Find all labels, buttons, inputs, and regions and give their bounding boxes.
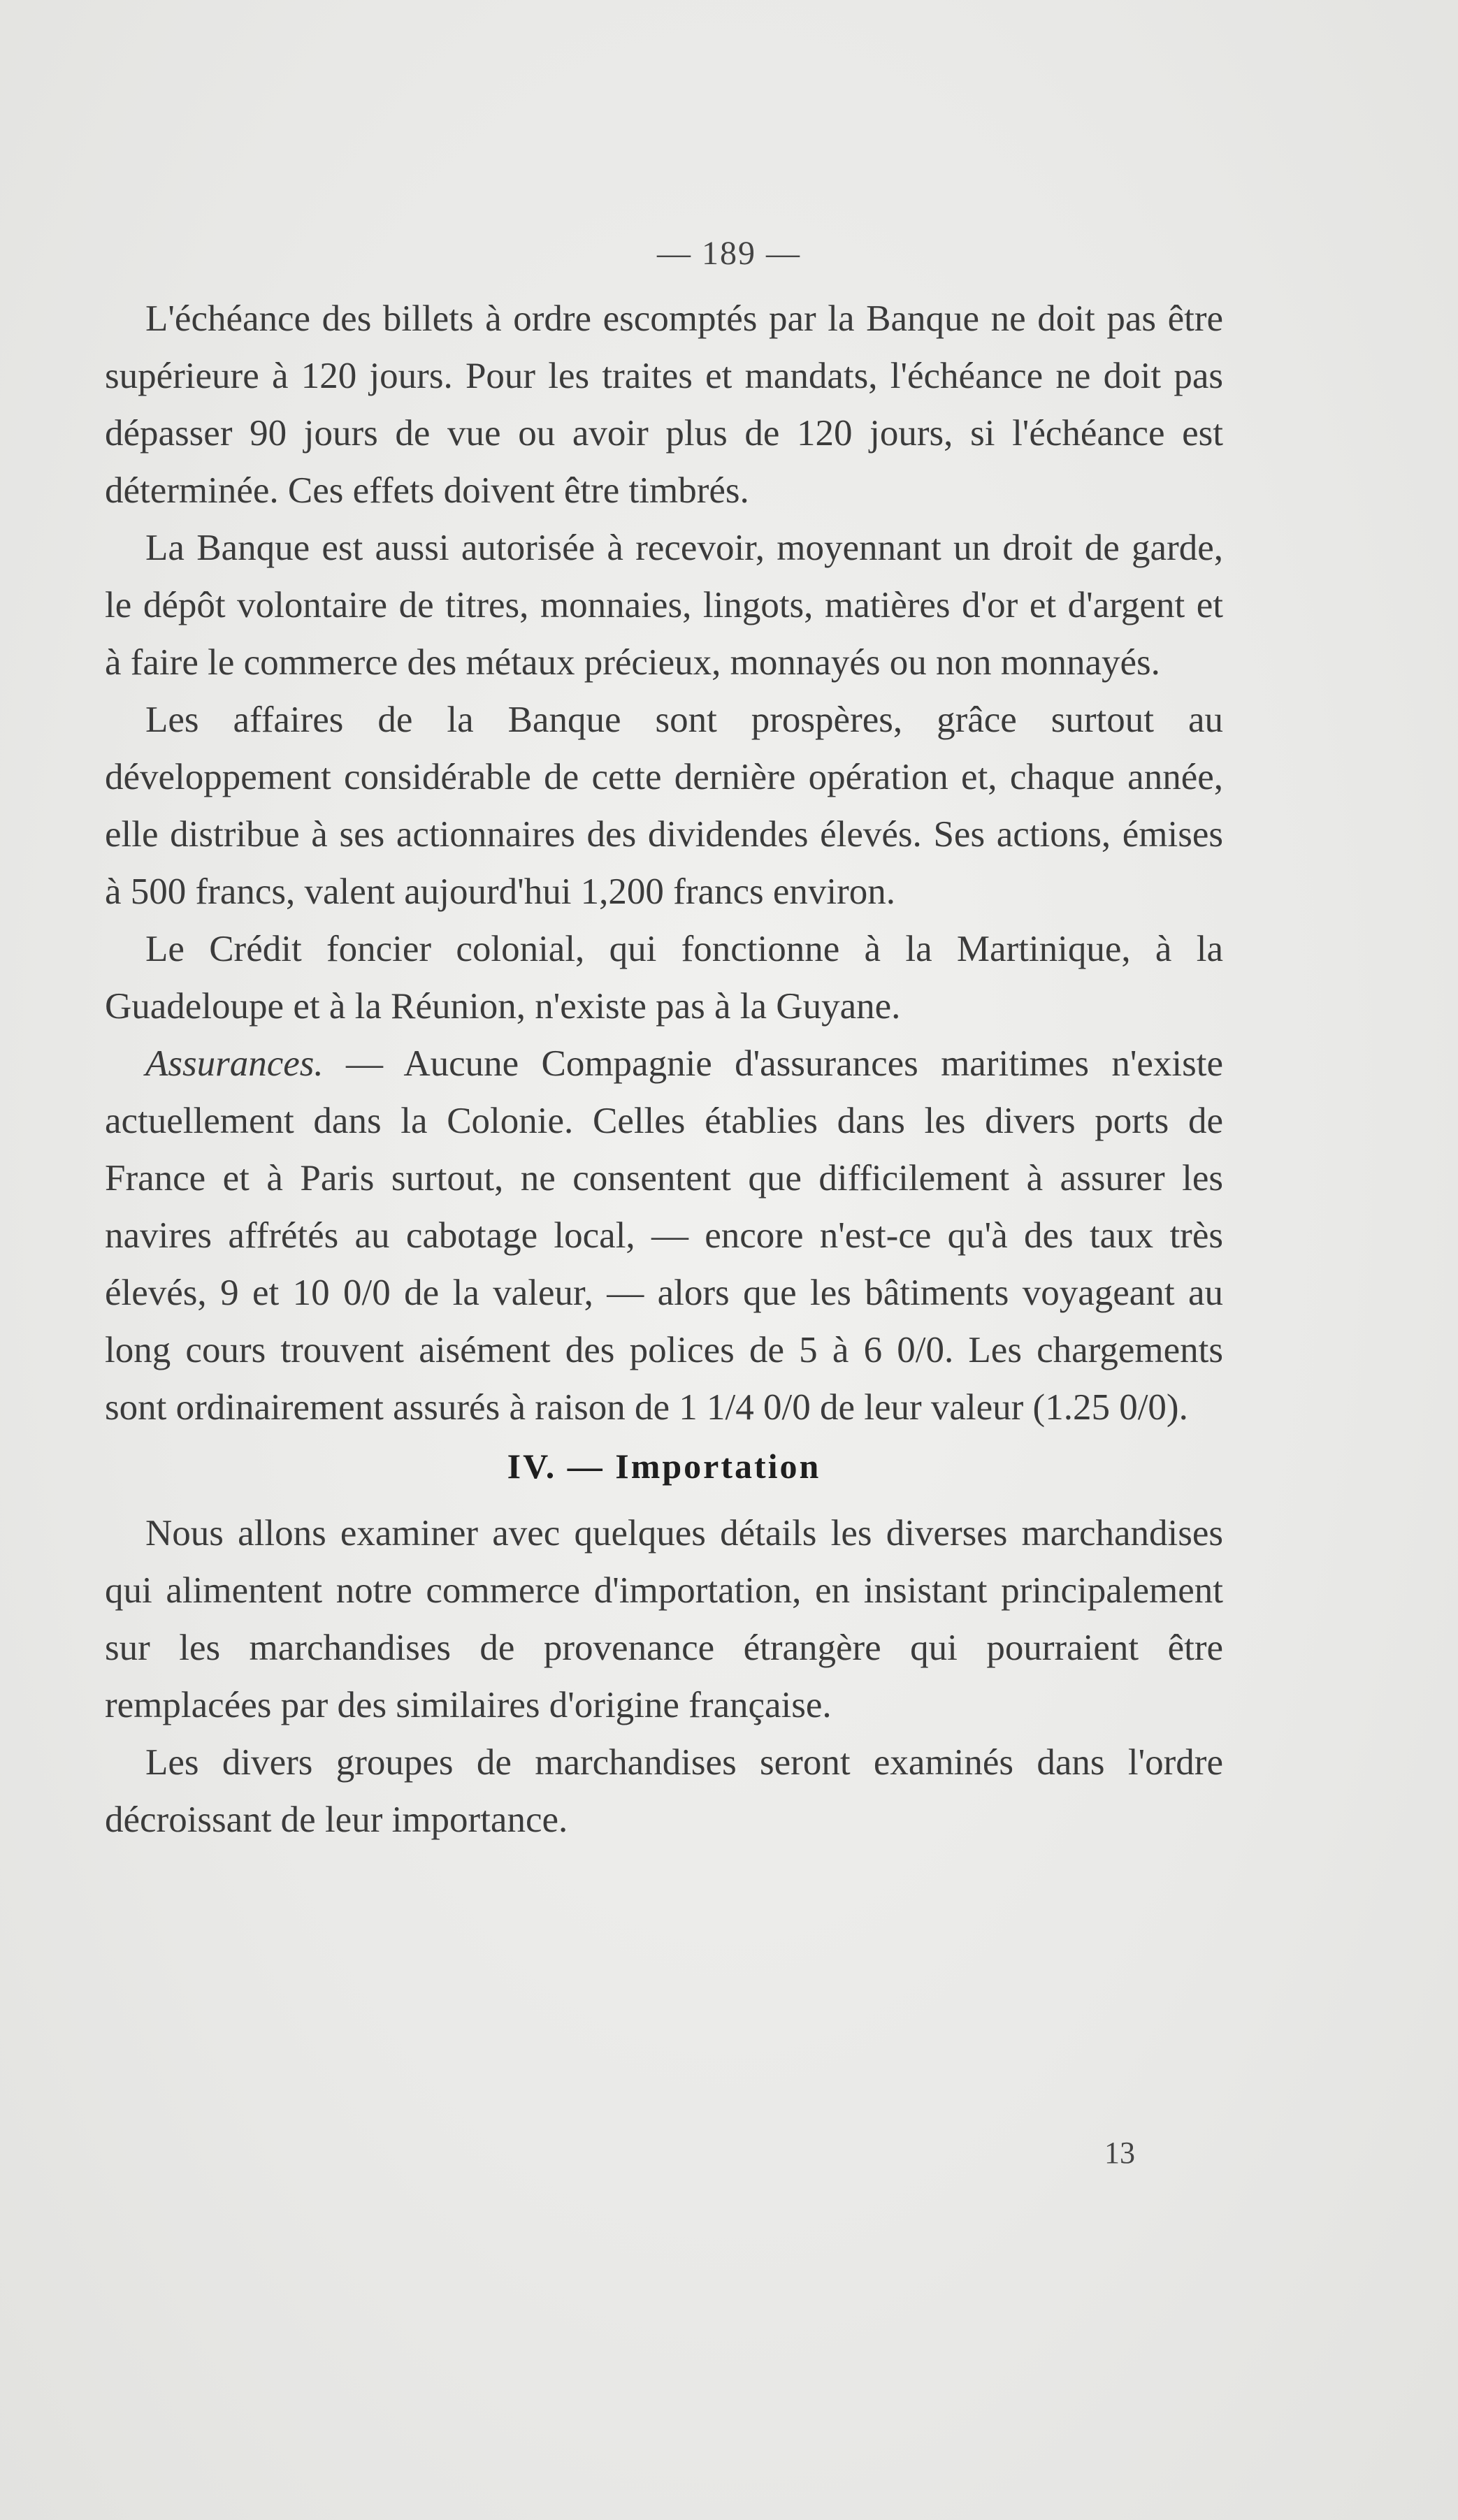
signature-mark: 13 — [1104, 2136, 1135, 2170]
insurance-body: — Aucune Compagnie d'assurances maritimes n'existe actuellement dans la Colonie. Celles établies dans les divers ports de France et à Paris surtout, ne consentent que difficilement à assurer les navires affrétés au cabotage local, — encore n'est-ce qu'à des taux très élevés, 9 et 10 0/0 de la valeur, — alors que les bâtiments voyageant au long cours trouvent aisément des polices de 5 à 6 0/0. Les chargements sont ordinairement assurés à raison de 1 1/4 0/0 de leur valeur (1.25 0/0). — [105, 1043, 1223, 1428]
paragraph-insurance — [105, 1035, 1223, 1436]
page-number: — 189 — — [657, 235, 801, 272]
paragraph-credit-foncier: Le Crédit foncier colonial, qui fonctionne à la Martinique, à la Guadeloupe et à la Réunion, n'existe pas à la Guyane. — [105, 929, 1223, 1027]
section-heading-importation: IV. — Importation — [507, 1447, 821, 1486]
paragraph-bill-maturity: L'échéance des billets à ordre escomptés par la Banque ne doit pas être supérieure à 120 jours. Pour les traites et mandats, l'échéance ne doit pas dépasser 90 jours de vue ou avoir plus de 120 jours, si l'échéance est déterminée. Ces effets doivent être timbrés. — [105, 298, 1223, 511]
paragraph-import-order: Les divers groupes de marchandises seront examinés dans l'ordre décroissant de leur importance. — [105, 1742, 1223, 1840]
paragraph-import-intro: Nous allons examiner avec quelques détails les diverses marchandises qui alimentent notre commerce d'importation, en insistant principalement sur les marchandises de provenance étrangère qui pourraient être remplacées par des similaires d'origine française. — [105, 1513, 1223, 1725]
paragraph-custody-deposits: La Banque est aussi autorisée à recevoir, moyennant un droit de garde, le dépôt volontaire de titres, monnaies, lingots, matières d'or et d'argent et à faire le commerce des métaux précieux, monnayés ou non monnayés. — [105, 528, 1223, 683]
insurance-lead-in: Assurances. — [145, 1043, 324, 1084]
body-text — [105, 290, 1223, 1848]
paragraph-bank-prosperity: Les affaires de la Banque sont prospères, grâce surtout au développement considérable de cette dernière opération et, chaque année, elle distribue à ses actionnaires des dividendes élevés. Ses actions, émises à 500 francs, valent aujourd'hui 1,200 francs environ. — [105, 700, 1223, 912]
